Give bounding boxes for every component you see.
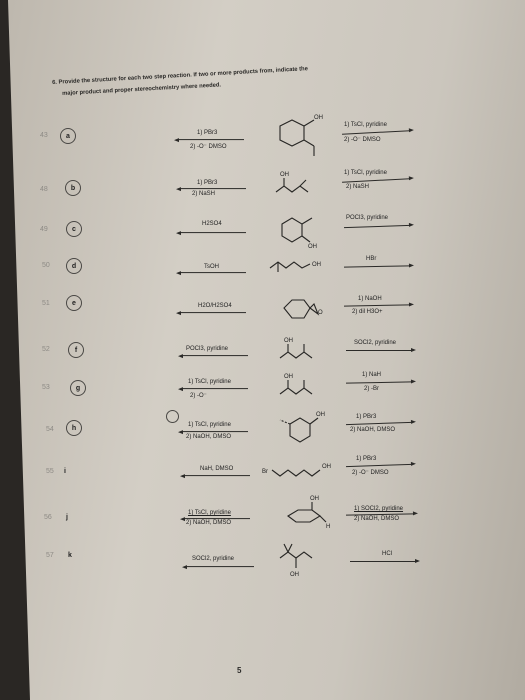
reaction-arrow [180,232,246,233]
right-reagent-1: 1) PBr3 [356,456,377,462]
svg-text:H: H [326,524,331,530]
problem-letter: e [72,299,76,307]
molecule-k [276,538,336,582]
svg-text:OH: OH [322,464,331,470]
reaction-arrow [178,139,244,140]
left-reagent-1: 1) TsCl, pyridine [188,422,231,428]
reaction-arrow [182,431,248,432]
molecule-b [272,170,332,204]
problem-letter-circle [66,295,82,311]
svg-text:OH: OH [316,412,325,418]
problem-letter-circle [66,221,82,237]
svg-text:OH: OH [314,115,323,121]
left-reagent-1: 1) TsCl, pyridine [188,510,231,516]
molecule-i [262,458,346,482]
left-reagent-1: POCl3, pyridine [186,346,229,352]
right-reagent-2: 2) ‐Br [364,386,379,392]
right-reagent-2: 2) NaSH [346,184,370,190]
left-reagent-1: 1) PBr3 [197,130,218,136]
left-reagent-1: H2O/H2SO4 [198,303,232,309]
right-reagent-2: 2) ‐O⁻ DMSO [352,470,389,476]
question-number: 6. [52,79,58,86]
molecule-a [270,112,330,160]
right-reagent-1: 1) TsCl, pyridine [344,122,387,128]
problem-letter: i [64,468,66,475]
left-reagent-1: 1) TsCl, pyridine [188,379,231,385]
reaction-arrow [180,188,246,189]
problem-number: 57 [46,552,54,559]
right-reagent-1: 1) TsCl, pyridine [344,170,387,176]
problem-letter-circle [66,420,82,436]
reaction-arrow [350,561,416,562]
svg-text:OH: OH [280,172,289,178]
problem-number: 55 [46,468,54,475]
left-reagent-2: 2) ‐O⁻ [190,393,207,399]
problem-number: 51 [42,300,50,307]
molecule-e [280,294,334,326]
right-reagent-1: 1) SOCl2, pyridine [354,506,404,512]
problem-letter-circle [60,128,76,144]
svg-text:OH: OH [284,338,293,344]
left-reagent-2: 2) NaOH, DMSO [186,520,232,526]
reaction-arrow [184,475,250,476]
left-reagent-1: NaH, DMSO [200,466,234,472]
left-reagent-1: SOCl2, pyridine [192,556,235,562]
right-reagent-2: 2) dil H3O+ [352,309,383,315]
problem-letter: b [70,184,76,192]
right-reagent-1: HCl [382,551,392,557]
molecule-j [280,496,336,530]
svg-text:OH: OH [310,496,319,502]
problem-number: 53 [42,384,50,391]
problem-number: 52 [42,346,50,353]
problem-letter: d [71,262,77,270]
right-reagent-1: 1) NaH [362,372,382,378]
left-reagent-1: H2SO4 [202,221,222,227]
left-reagent-1: 1) PBr3 [197,180,218,186]
problem-number: 49 [40,226,48,233]
svg-text:O: O [318,310,323,316]
problem-letter: f [74,346,78,354]
problem-letter-circle [66,258,82,274]
instruction-line-1: Provide the structure for each two step reaction. If two or more products from, indicate the [58,66,309,86]
problem-letter: j [66,514,68,521]
right-reagent-1: POCl3, pyridine [346,215,389,221]
molecule-h [276,410,336,450]
problem-letter-circle [70,380,86,396]
problem-letter: c [72,225,76,233]
molecule-g [276,372,332,402]
molecule-d [268,254,334,278]
reaction-arrow [184,518,250,519]
reaction-arrow [346,350,412,351]
problem-number: 48 [40,186,48,193]
svg-text:OH: OH [308,244,317,250]
problem-letter-circle [65,180,81,196]
problem-number: 43 [40,132,48,139]
problem-number: 50 [42,262,50,269]
right-reagent-1: HBr [366,256,377,262]
left-reagent-1: TsOH [204,264,219,270]
reaction-arrow [182,388,248,389]
problem-letter: a [66,132,70,140]
molecule-c [278,212,328,248]
svg-text:OH: OH [284,374,293,380]
right-reagent-1: 1) PBr3 [356,414,377,420]
reaction-arrow [180,272,246,273]
reaction-arrow [182,355,248,356]
problem-letter: k [68,552,72,559]
right-reagent-2: 2) NaOH, DMSO [354,516,400,522]
molecule-f [276,336,332,366]
svg-text:OH: OH [290,572,299,578]
left-reagent-2: 2) NaSH [192,191,216,197]
problem-letter: g [75,384,81,392]
reaction-arrow [186,566,254,567]
right-reagent-1: 1) NaOH [358,296,382,302]
instruction-line-2: major product and proper stereochemistry where needed. [62,82,222,97]
problem-number: 56 [44,514,52,521]
problem-number: 54 [46,426,54,433]
problem-letter-circle [68,342,84,358]
page-number: 5 [237,666,242,675]
right-reagent-1: SOCl2, pyridine [354,340,397,346]
reaction-arrow [180,312,246,313]
problem-letter: h [71,424,77,432]
right-reagent-2: 2) ‐O⁻ DMSO [344,137,381,143]
svg-text:OH: OH [312,262,321,268]
svg-text:Br: Br [262,469,268,475]
checkmark-circle [166,410,179,423]
left-reagent-2: 2) NaOH, DMSO [186,434,232,440]
right-reagent-2: 2) NaOH, DMSO [350,427,396,433]
left-reagent-2: 2) ‐O⁻ DMSO [190,144,227,150]
